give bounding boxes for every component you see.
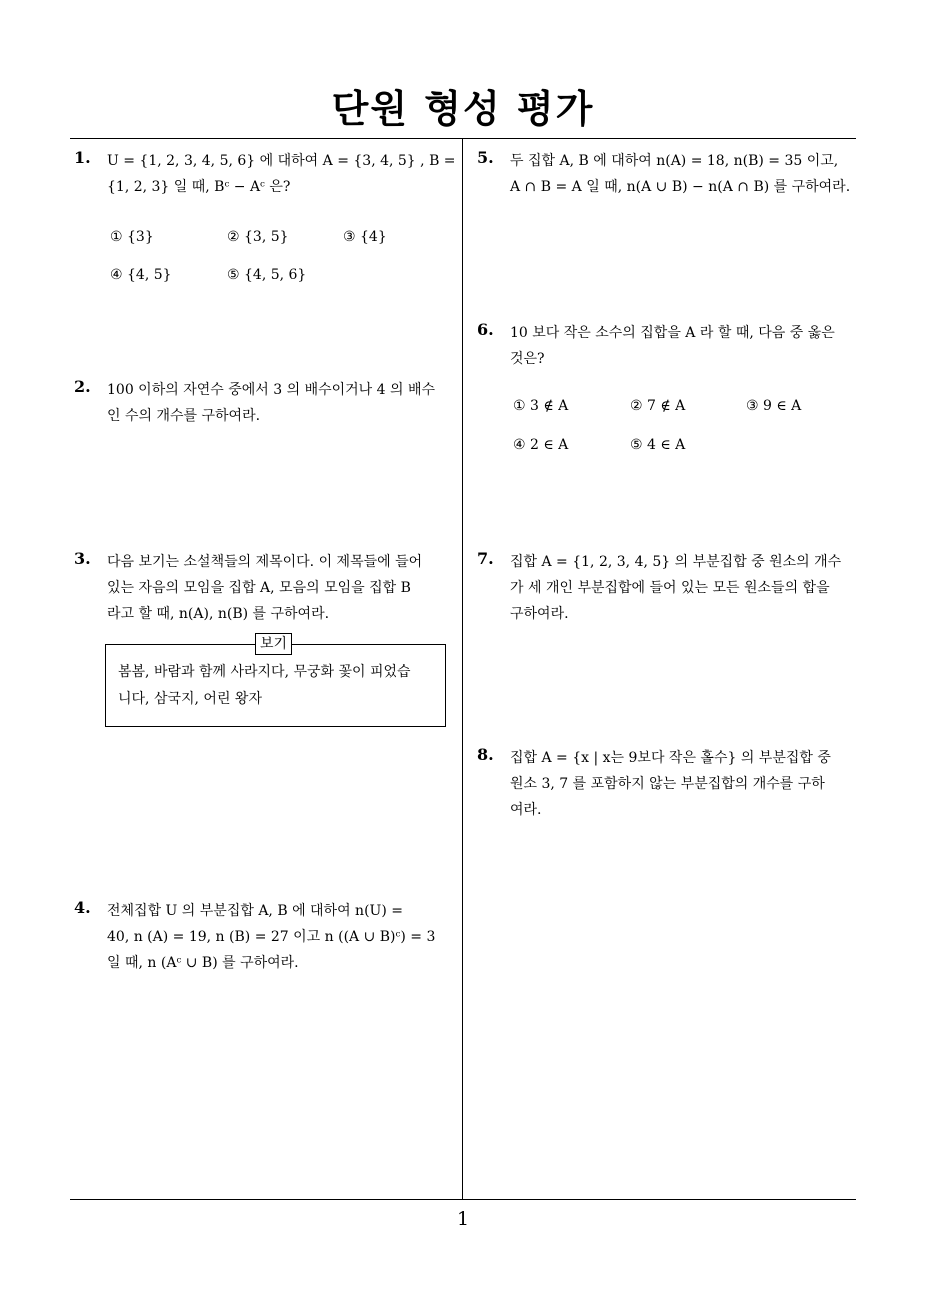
question-text-line: U = {1, 2, 3, 4, 5, 6} 에 대하여 A = {3, 4, 5} , B = xyxy=(107,153,456,169)
question-text-line: 전체집합 U 의 부분집합 A, B 에 대하여 n(U) = xyxy=(107,903,403,919)
page-number: 1 xyxy=(456,1208,470,1230)
question-text-line: 100 이하의 자연수 중에서 3 의 배수이거나 4 의 배수 xyxy=(107,382,436,398)
question-text-line: 가 세 개인 부분집합에 들어 있는 모든 원소들의 합을 xyxy=(510,580,830,596)
example-line: 니다, 삼국지, 어린 왕자 xyxy=(118,691,262,707)
question-number: 8. xyxy=(477,745,494,764)
question-text-line: 라고 할 때, n(A), n(B) 를 구하여라. xyxy=(107,606,330,622)
question-text-line: 10 보다 작은 소수의 집합을 A 라 할 때, 다음 중 옳은 xyxy=(510,325,835,341)
question-text-line: 여라. xyxy=(510,802,542,818)
example-box-label: 보기 xyxy=(255,633,292,655)
question-text-line: 원소 3, 7 를 포함하지 않는 부분집합의 개수를 구하 xyxy=(510,776,825,792)
question-text-line: 40, n (A) = 19, n (B) = 27 이고 n ((A ∪ B)ᶜ) = 3 xyxy=(107,929,436,945)
bottom-rule xyxy=(70,1199,856,1200)
question-number: 7. xyxy=(477,549,494,568)
question-number: 6. xyxy=(477,320,494,339)
question-text-line: {1, 2, 3} 일 때, Bᶜ − Aᶜ 은? xyxy=(107,179,291,195)
example-line: 봄봄, 바람과 함께 사라지다, 무궁화 꽃이 피었습 xyxy=(118,664,411,680)
question-text-line: A ∩ B = A 일 때, n(A ∪ B) − n(A ∩ B) 를 구하여라. xyxy=(510,179,851,195)
page-title: 단원 형성 평가 xyxy=(331,87,595,131)
question-number: 2. xyxy=(74,377,91,396)
question-number: 3. xyxy=(74,549,91,568)
choice-3[interactable]: ③ {4} xyxy=(343,229,387,245)
question-text-line: 다음 보기는 소설책들의 제목이다. 이 제목들에 들어 xyxy=(107,554,423,570)
choice-1[interactable]: ① {3} xyxy=(110,229,154,245)
question-text-line: 일 때, n (Aᶜ ∪ B) 를 구하여라. xyxy=(107,955,299,971)
question-number: 5. xyxy=(477,148,494,167)
choice-4[interactable]: ④ 2 ∈ A xyxy=(513,437,569,453)
top-rule xyxy=(70,138,856,139)
choice-1[interactable]: ① 3 ∉ A xyxy=(513,398,569,414)
choice-2[interactable]: ② 7 ∉ A xyxy=(630,398,686,414)
question-text-line: 두 집합 A, B 에 대하여 n(A) = 18, n(B) = 35 이고, xyxy=(510,153,839,169)
question-number: 1. xyxy=(74,148,91,167)
question-text-line: 인 수의 개수를 구하여라. xyxy=(107,408,261,424)
question-text-line: 것은? xyxy=(510,351,545,367)
choice-2[interactable]: ② {3, 5} xyxy=(227,229,289,245)
question-text-line: 구하여라. xyxy=(510,606,569,622)
choice-3[interactable]: ③ 9 ∈ A xyxy=(746,398,802,414)
question-text-line: 있는 자음의 모임을 집합 A, 모음의 모임을 집합 B xyxy=(107,580,411,596)
question-text-line: 집합 A = {1, 2, 3, 4, 5} 의 부분집합 중 원소의 개수 xyxy=(510,554,842,570)
example-box-text xyxy=(118,659,411,713)
choice-5[interactable]: ⑤ {4, 5, 6} xyxy=(227,267,307,283)
choice-5[interactable]: ⑤ 4 ∈ A xyxy=(630,437,686,453)
question-number: 4. xyxy=(74,898,91,917)
question-text-line: 집합 A = {x | x는 9보다 작은 홀수} 의 부분집합 중 xyxy=(510,750,831,766)
column-divider xyxy=(462,139,463,1199)
choice-4[interactable]: ④ {4, 5} xyxy=(110,267,172,283)
